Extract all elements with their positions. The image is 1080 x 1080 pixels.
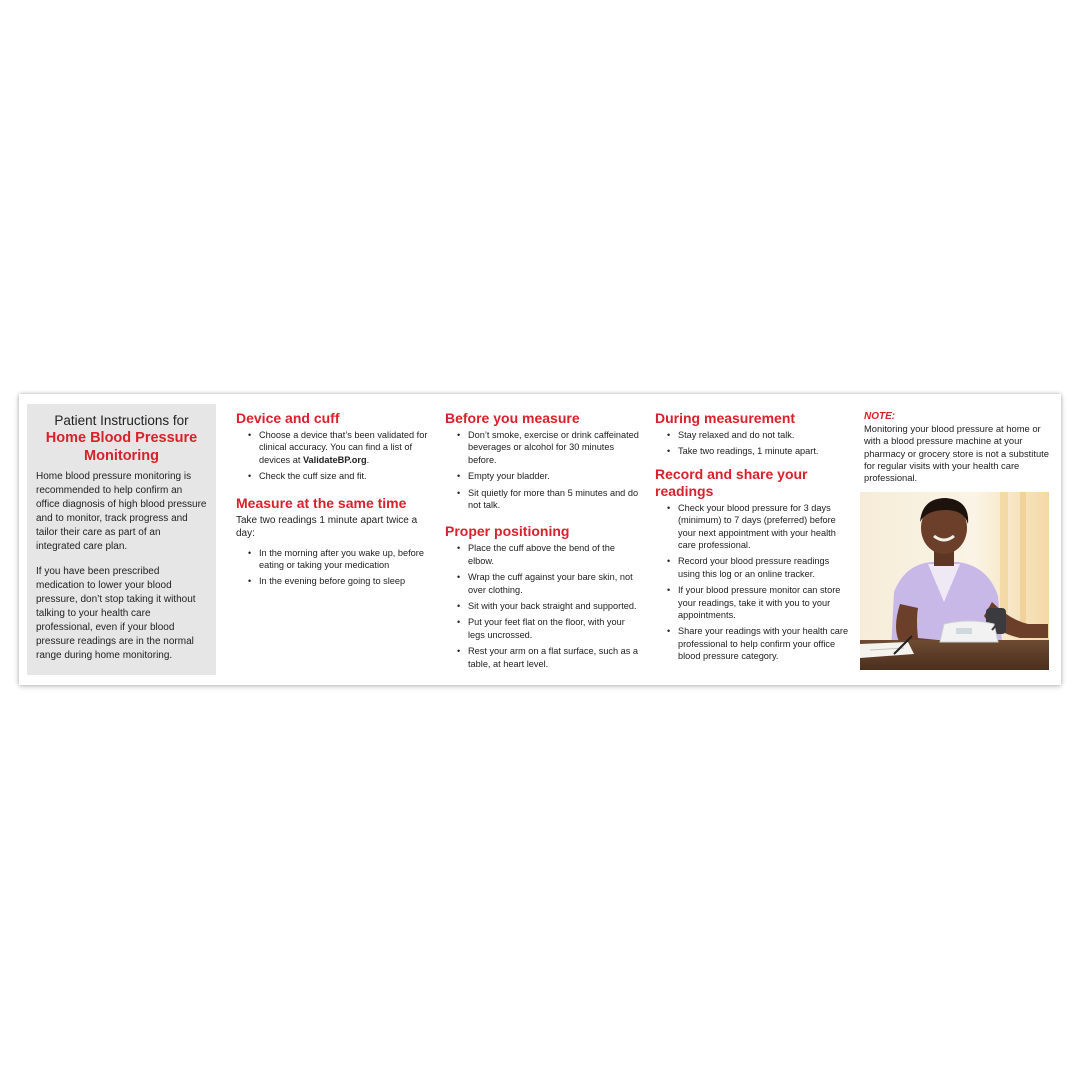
list-item: • Put your feet flat on the floor, with your legs uncrossed. (457, 616, 641, 641)
list-item: • If your blood pressure monitor can store your readings, take it with you to your appointments. (667, 584, 851, 621)
validatebp-link: ValidateBP.org (302, 454, 367, 465)
instruction-sheet (19, 394, 1061, 685)
list-item: • Rest your arm on a flat surface, such as a table, at heart level. (457, 645, 641, 670)
intro-title-line1: Patient Instructions for (54, 413, 189, 428)
record-share-list (655, 502, 851, 663)
heading-measure-same-time: Measure at the same time (236, 494, 407, 511)
positioning-list (445, 542, 641, 670)
note-heading: NOTE: (864, 411, 896, 422)
list-item: • Check your blood pressure for 3 days (minimum) to 7 days (preferred) before your next appointment with your health care professional. (667, 502, 851, 552)
intro-paragraph-2: If you have been prescribed medication to lower your blood pressure, don’t stop taking it without talking to your health care professional, even if your blood pressure readings are in the normal range during home monitoring. (36, 566, 196, 661)
timing-list (236, 547, 432, 588)
list-item: • Don’t smoke, exercise or drink caffeinated beverages or alcohol for 30 minutes before. (457, 429, 641, 466)
list-item: • Wrap the cuff against your bare skin, not over clothing. (457, 571, 641, 596)
list-item: • Sit quietly for more than 5 minutes and do not talk. (457, 487, 641, 512)
list-item: • Take two readings, 1 minute apart. (667, 445, 851, 457)
before-measure-list (445, 429, 641, 511)
list-item: • Record your blood pressure readings using this log or an online tracker. (667, 555, 851, 580)
intro-paragraph-1: Home blood pressure monitoring is recommended to help confirm an office diagnosis of high blood pressure and to monitor, track progress and tailor their care as part of an integrated care plan. (36, 471, 207, 552)
device-list (236, 429, 432, 483)
measure-instructions: Take two readings 1 minute apart twice a day: (236, 514, 418, 539)
list-item: • In the evening before going to sleep (248, 575, 432, 587)
list-item: • Check the cuff size and fit. (248, 470, 432, 482)
woman-measuring-blood-pressure-image (860, 492, 1049, 670)
heading-during-measurement: During measurement (655, 410, 796, 426)
heading-device-and-cuff: Device and cuff (236, 410, 340, 426)
heading-before-you-measure: Before you measure (445, 410, 580, 426)
during-measurement-list (655, 429, 851, 458)
list-item: • Share your readings with your health care professional to help confirm your office blood pressure category. (667, 625, 851, 662)
heading-record-and-share: Record and share your readings (655, 465, 808, 499)
list-item: • Place the cuff above the bend of the elbow. (457, 542, 641, 567)
column-preparation (445, 410, 641, 678)
note-text: Monitoring your blood pressure at home or with a blood pressure machine at your pharmacy or grocery store is not a substitute for regular visits with your health care professional. (864, 423, 1049, 484)
column-measurement-and-records (655, 410, 851, 671)
list-item: • Empty your bladder. (457, 470, 641, 482)
heading-proper-positioning: Proper positioning (445, 523, 570, 540)
list-item: • Sit with your back straight and supported. (457, 600, 641, 612)
list-item: • In the morning after you wake up, before eating or taking your medication (248, 547, 432, 572)
intro-panel (27, 404, 216, 675)
column-device-and-timing (236, 410, 432, 596)
list-item: • Choose a device that’s been validated for clinical accuracy. You can find a list of devices at ValidateBP.org. (248, 429, 432, 466)
note-block (864, 410, 1054, 484)
intro-title-line2: Home Blood Pressure Monitoring (45, 430, 198, 464)
list-item: • Stay relaxed and do not talk. (667, 429, 851, 441)
